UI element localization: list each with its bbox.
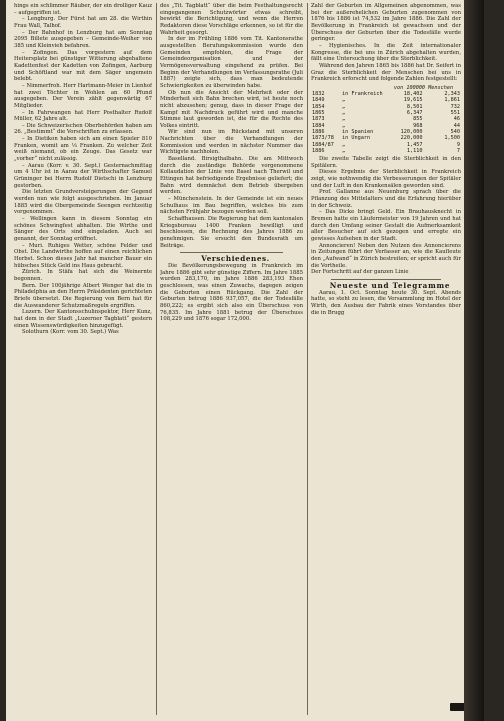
table-cell: „ [342,122,346,129]
paragraph: Aarau, 1. Oct. Sonntag heute 30. Sept. Abends hatte, so steht zu lesen, die Versammlung im Hotel der Wirth, den Ausbau der Fabrik eines Vorstandes über die in Brugg [311,289,461,316]
paragraph: Luzern. Der Kantonsschulinspektor, Herr Kunz, hat dem in der Stadt „Luzerner Tagblatt“ gestern einen Wissenswürdigkeiten hinzugefügt. [14,309,152,329]
table-cell: 1865 [312,110,325,117]
paragraph: Zürich. In Stäfa hat sich die Weinernte begonnen. [14,269,152,282]
table-cell: „ [342,147,346,154]
section-heading: Verschiedenes. [201,254,270,264]
table-cell: „ [342,103,346,110]
paragraph: Ob nun die Ansicht der Mehrheit oder der Minderheit sich Bahn brechen wird, ist heute noch nicht abzusehen; genug, dass in dieser Frage der Kampf mit Nachdruck geführt wird und manche Stimme laut geworden ist, die für die Rechte des Volkes eintritt. [160,89,303,129]
table-cell: 120,000 [400,128,423,135]
table-header-cell: von 100000 Menschen [393,84,454,91]
table-row [311,148,461,154]
table-cell: 18,402 [403,91,423,98]
column-middle [160,3,303,715]
paragraph: Schaffhausen. Die Regierung hat dem kantonalen Kriegsbureau 1400 Franken bewilligt und beschlossen, die Rechnung des Jahres 1886 zu genehmigen. Sie ersucht den Bundesrath um Beiträge. [160,216,303,249]
paragraph: – Muri. Ruhiges Wetter, schöne Felder und Obst. Die Landwirthe hoffen auf einen reichlichen Herbst. Schon dieses Jahr hat mancher Bauer ein hübsches Stück Geld ins Haus gebracht. [14,242,152,269]
paragraph: Wir sind nun im Rückstand mit unseren Nachrichten über die Verhandlungen der Kommission und werden in nächster Nummer das Wichtigste nachholen. [160,129,303,156]
column-divider [156,3,157,715]
table-cell: 732 [450,103,460,110]
paragraph: – Der Bahnhof in Lenzburg hat am Sonntag 2095 Billete ausgegeben – Gemeinde-Weiher von 385 und Kleinvieh befahren. [14,29,152,49]
newspaper-page [6,0,484,721]
table-cell: 1886 [312,128,325,135]
paragraph: hings ein schlimmer Räuber, der ein drolliger Kauz – aufgegriffen ist. [14,3,152,16]
column-left [14,3,152,715]
paragraph: Die Bevölkerungsbewegung in Frankreich im Jahre 1886 gibt sehr günstige Ziffern. Im Jahre 1885 wurden 283,170, im Jahre 1886 283,193 Ehen geschlossen, was einen Zuwachs, dagegen zeigen die Geburten einen Rückgang. Die Zahl der Geburten betrug 1886 937,057, die der Todesfälle 860,222; es ergibt sich also ein Überschuss von 76,835. Im Jahre 1881 betrug der Überschuss 108,229 und 1876 sogar 172,000. [160,262,303,323]
paragraph: des „Tit. Tagblatt“ über die beim Festhaltungsrecht eingegangenen Schutzwörter etwas schreibt, bewirkt die Berichtigung, und wenn die Herren Redaktoren diese Vorschläge erkennen, so ist für die Wahrheit gesorgt. [160,3,303,36]
paragraph: – In Fahrwangen hat Herr Posthalter Rudolf Müller, 62 Jahre alt. [14,109,152,123]
paragraph: – Lengburg. Der Fürst hat am 28. die Wirthin Frau Wall, Talhof. [14,16,152,29]
paragraph: Während den Jahren 1865 bis 1886 hat Dr. Seifert in Graz die Sterblichkeit der Menschen bei uns in Frankreich erforscht und folgende Zahlen festgestellt: [311,62,461,83]
table-cell: 1884 [312,122,325,129]
table-cell: 1,110 [406,147,423,154]
paragraph: Die zweite Tabelle zeigt die Sterblichkeit in den Spitälern. [311,156,461,169]
table-cell: 1,861 [444,97,460,104]
table-cell: 9 [456,141,460,148]
section-rule [331,279,441,280]
table-cell: in Frankreich [342,91,383,98]
paragraph: Solothurn (Korr. vom 30. Sept.) Was [22,329,119,336]
paragraph: Dieses Ergebnis der Sterblichkeit in Frankreich zeigt, wie nothwendig die Verbesserungen der Spitäler und der Luft in den Krankensälen geworden sind. [311,169,461,189]
paragraph: – Zofingen. Das vorgestern auf dem Heitersplatz bei günstiger Witterung abgehaltene Kadettenfest der Kadetten von Zofingen, Aarburg und Schöftland war mit dem Säger ungemein belebt. [14,49,152,83]
mortality-table [311,85,461,154]
table-cell: 540 [450,128,460,135]
table-cell: 1873/78 [312,135,334,142]
table-cell: 19,615 [403,97,423,104]
paragraph: – Wellingen kann in diesem Sonntag ein schönes Schwingfest abhalten. Die Wirthe und Sänger des Orts sind eingeladen. Auch sei genannt, der Sonntag eröffnet. [14,216,152,242]
column-right [311,3,461,715]
table-cell: 8,501 [406,103,423,110]
paragraph: – Das Dicke bringt Geld. Ein Brauhausknecht in Bremen hatte ein Läufermeister von 19 Jahren und hat durch den Umfang seiner Gestalt die Aufmerksamkeit aller Besucher auf sich gezogen und erregte ein gewisses Aufsehen in der Stadt. [311,209,461,243]
table-cell: 7 [456,147,460,154]
table-cell: 2,343 [444,91,460,98]
table-cell: 6,347 [406,110,423,117]
paragraph: Bern. Der 100jährige Albert Wenger hat die in Philadelphia an den Herrn Präsidenten gerichteten Briefe übersetzt. Die Regierung von Bern hat für die Auswanderer Schutzmaßregeln ergriffen. [14,282,152,309]
table-cell: 44 [453,122,460,129]
table-cell: 551 [450,110,460,117]
table-cell: 1,457 [406,141,423,148]
paragraph: Baselland. Birsigthalbahn. Die am Mittwoch durch die zuständige Behörde vorgenommene Kollaudation der Linie von Basel nach Therwil und Ettingen hat befriedigende Ergebnisse geliefert; die Bahn wird demnächst dem Betrieb übergeben werden. [160,156,303,196]
table-cell: „ [342,110,346,117]
paragraph: – In Dietikon haben sich am einen Spieler 810 Franken, womit am ⅓ Franken. Zu welcher Zeit weiß niemand, ob ein Zeuge. Das Gesetz war „vorher“ nicht zulässig. [14,136,152,163]
paragraph: – Aarau (Korr. v. 30. Sept.) Gesternachmittag um 4 Uhr ist in Aarau der Wirthschafter Samuel Grüninger bei Herrn Rudolf Dietschi in Lenzburg gestorben. [14,162,152,189]
table-cell: 46 [453,116,460,123]
news-heading: Neueste und Telegramme [329,280,451,290]
table-cell: 1832 [312,91,325,98]
table-cell: 855 [413,116,423,123]
table-cell: 1,500 [444,135,460,142]
paragraph: Annoncieren! Neben den Nutzen des Annoncierens in Zeitungen führt der Verfasser an, wie die Kaufleute den „Aufwand“ in Zürich bestreiten; er spricht auch für die Vortheile. [311,242,461,269]
table-cell: 1884/87 [312,141,334,148]
table-cell: „ [342,116,346,123]
paragraph: – Nimmerfroh. Herr Hartmann-Meier in Lienhof hat zwei Töchter in Wohlen an 60 Pfund ausgegeben. Der Verein zählt gegenwärtig 67 Mitglieder. [14,82,152,109]
table-cell: 968 [413,122,423,129]
table-cell: „ [342,97,346,104]
table-cell: 220,000 [400,135,423,142]
paragraph: In der im Frühling 1886 vom Tit. Kantonsrathe ausgestellten Berufungskommission wurde den Gemeinden empfohlen, die Frage der Gemeindeorganisation und der Vermögensverwaltung eingehend zu prüfen. Bei Beginn der Verhandlungen im Verfassungsrathe (Juli 1887) zeigte sich, dass man bedeutende Schwierigkeiten zu überwinden habe. [160,36,303,89]
table-cell: 1886 [312,147,325,154]
section-rule [180,252,283,253]
paragraph: – Münchenstein. In der Gemeinde ist ein neues Schulhaus im Bau begriffen, welches bis zum nächsten Frühjahr bezogen werden soll. [160,196,303,216]
page-edge-shadow [464,0,484,721]
paragraph: Zahl der Geburten im Allgemeinen abgenommen, was bei der außerehelichen Geburten zugenommen von 1876 bis 1886 ist 74,532 im Jahre 1886. Die Zahl der Bevölkerung in Frankreich ist gewachsen und der Überschuss der Geburten über die Todesfälle wurde geringer. [311,3,461,43]
table-cell: 1849 [312,97,325,104]
table-cell: in Spanien [342,128,374,135]
paragraph: – Die Schweizerischen Oberbehörden haben am 26. „Bestimmt“ die Vorschriften zu erlassen. [14,122,152,136]
table-body [311,91,461,154]
column-divider [307,3,308,715]
table-cell: 1854 [312,103,325,110]
table-cell: „ [342,141,346,148]
paragraph: Die letzten Grundversteigerungen der Gegend werden nun wie folgt ausgeschrieben. Im Januar 1885 wird die Obergemeinde Seengen rechtzeitig vorgenommen. [14,189,152,216]
table-cell: in Ungarn [342,135,371,142]
paragraph: Der Fortschritt auf der ganzen Linie [311,269,409,276]
table-cell: 1873 [312,116,325,123]
paragraph: – Hygienisches. In die Zeit internationaler Kongresse, die bei uns in Zürich abgehalten wurden, fällt eine Untersuchung über die Sterblichkeit. [311,42,461,63]
paragraph: Prof. Gallanne aus Neuenburg sprach über die Pflanzung des Mittelalters und die Erfahrung hierüber in der Schweiz. [311,189,461,209]
